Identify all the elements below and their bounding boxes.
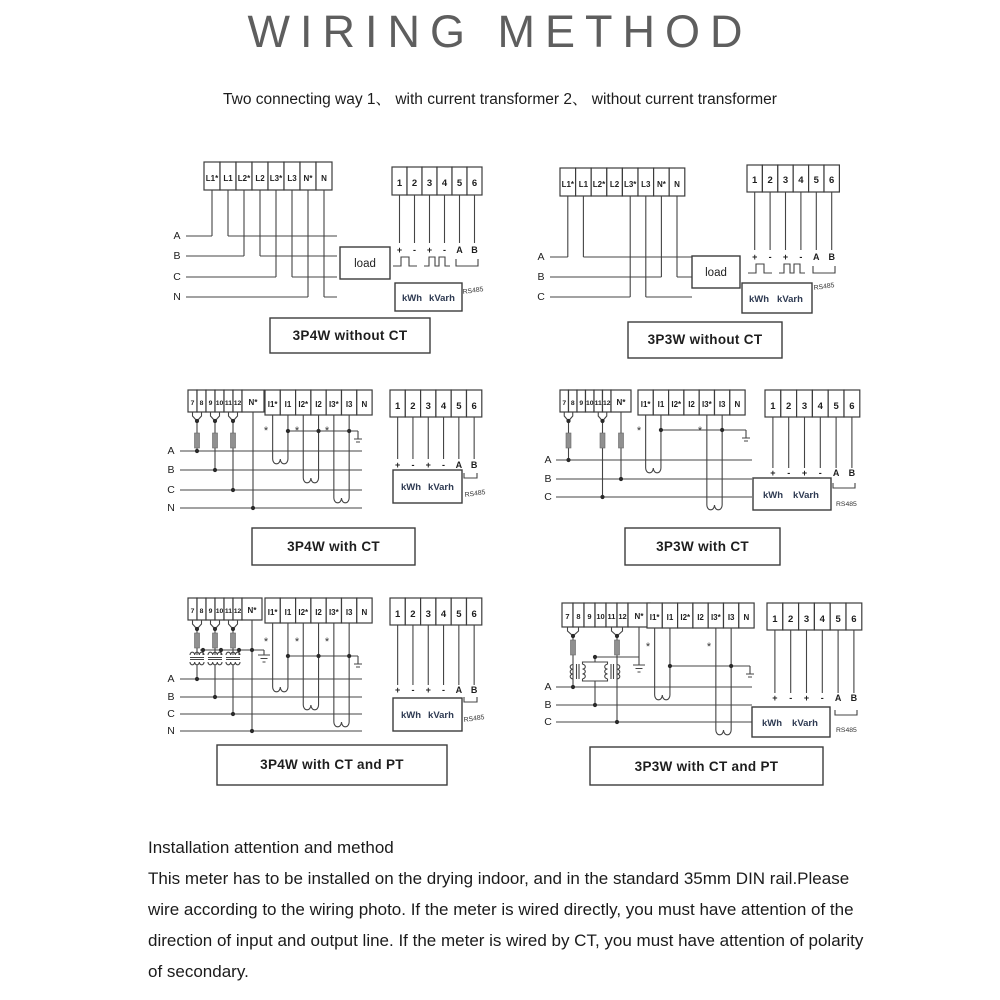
svg-text:I1: I1 <box>666 613 674 622</box>
terminal-number: 2 <box>411 178 418 189</box>
caption: 3P4W with CT and PT <box>260 757 404 772</box>
svg-text:10: 10 <box>596 612 605 621</box>
fuse <box>231 633 236 648</box>
terminal-number: 3 <box>426 178 433 189</box>
svg-text:-: - <box>799 252 803 262</box>
svg-text:5: 5 <box>456 609 462 620</box>
fuse <box>195 433 200 448</box>
svg-text:5: 5 <box>833 401 839 412</box>
signal-row <box>748 252 835 273</box>
svg-text:8: 8 <box>576 612 581 621</box>
subtitle: Two connecting way 1、 with current transformer 2、 without current transformer <box>223 91 777 108</box>
svg-text:kWh: kWh <box>400 482 422 493</box>
svg-text:I1*: I1* <box>640 400 651 409</box>
terminal-label: N <box>321 174 327 183</box>
caption: 3P4W with CT <box>287 539 380 554</box>
current-terminal-strip <box>638 390 745 415</box>
svg-text:A: A <box>455 685 463 695</box>
svg-text:12: 12 <box>618 612 627 621</box>
fuse <box>195 633 200 648</box>
svg-text:N: N <box>361 608 368 617</box>
pulse-icon <box>748 264 772 273</box>
phase-label: C <box>173 271 181 283</box>
svg-text:A: A <box>544 681 552 693</box>
svg-text:+: + <box>803 693 810 703</box>
svg-text:kWh: kWh <box>400 710 422 721</box>
svg-text:I2*: I2* <box>671 400 682 409</box>
svg-text:7: 7 <box>190 608 195 615</box>
svg-text:N*: N* <box>248 398 258 407</box>
ct-secondary-wiring <box>637 415 750 510</box>
svg-text:4: 4 <box>440 609 447 620</box>
terminal-label: L3* <box>269 174 283 183</box>
caption: 3P4W without CT <box>292 328 408 343</box>
diagram-3p4w-with-ct <box>160 380 500 575</box>
ct-voltage-terminal-strip <box>188 598 262 620</box>
diagram-3p3w-with-ct <box>540 380 870 575</box>
svg-text:1: 1 <box>395 609 401 620</box>
phase-label: N <box>173 291 181 303</box>
svg-text:L3*: L3* <box>623 180 637 189</box>
caption-box <box>270 318 430 353</box>
caption-box <box>625 528 780 565</box>
polarity-asterisk: * <box>324 636 330 648</box>
rs485-bracket <box>835 710 857 715</box>
svg-text:8: 8 <box>199 608 204 615</box>
load-label: load <box>354 258 376 270</box>
diagram-3p3w-without-ct <box>530 150 870 365</box>
svg-text:+: + <box>426 245 433 255</box>
terminal-label: L2* <box>237 174 251 183</box>
polarity-asterisk: * <box>294 636 300 648</box>
svg-text:kVarh: kVarh <box>428 710 454 721</box>
svg-text:C: C <box>167 484 175 496</box>
svg-text:2: 2 <box>767 175 773 186</box>
svg-text:A: A <box>167 445 175 457</box>
svg-text:1: 1 <box>770 401 776 412</box>
svg-text:11: 11 <box>594 400 602 407</box>
installation-body: This meter has to be installed on the drying indoor, and in the standard 35mm DIN rail.Please wire according to the wiring photo. If the meter is wired directly, you must have attention of the direction of input and output line. If the meter is wired by CT, you must have attention of polarity of secondary. <box>148 869 864 981</box>
svg-text:11: 11 <box>224 400 233 407</box>
svg-text:10: 10 <box>215 608 224 615</box>
installation-heading: Installation attention and method <box>148 838 394 857</box>
svg-text:N: N <box>167 725 175 737</box>
svg-text:N: N <box>167 502 175 514</box>
terminal-label: N* <box>303 174 313 183</box>
ct-voltage-terminal-strip <box>560 390 631 412</box>
svg-text:kVarh: kVarh <box>428 482 454 493</box>
polarity-asterisk: * <box>263 636 269 648</box>
svg-text:I1*: I1* <box>267 400 278 409</box>
svg-text:+: + <box>772 693 778 703</box>
output-terminal-strip <box>390 598 482 625</box>
svg-text:-: - <box>768 252 772 262</box>
svg-text:4: 4 <box>817 401 823 412</box>
svg-text:+: + <box>770 468 776 478</box>
svg-text:-: - <box>818 468 822 478</box>
polarity-asterisk: * <box>263 425 269 437</box>
svg-text:12: 12 <box>602 400 611 407</box>
svg-text:3: 3 <box>782 175 789 186</box>
current-terminal-strip <box>265 598 372 623</box>
svg-text:I2: I2 <box>315 400 322 409</box>
meter-output-box <box>395 283 484 311</box>
rs485-bracket <box>464 697 477 702</box>
ct-coil <box>334 498 349 503</box>
phase-label: B <box>173 250 181 262</box>
rs485-label: RS485 <box>813 282 835 292</box>
svg-text:A: A <box>544 454 552 466</box>
svg-text:I2*: I2* <box>680 613 691 622</box>
svg-text:3: 3 <box>425 401 431 412</box>
svg-text:L2*: L2* <box>592 180 606 189</box>
svg-text:-: - <box>789 693 793 703</box>
svg-text:A: A <box>537 251 545 263</box>
polarity-asterisk: * <box>294 425 300 437</box>
svg-text:B: B <box>850 693 858 703</box>
rs485-label: RS485 <box>463 714 485 724</box>
terminal-number: 4 <box>441 178 448 189</box>
svg-text:-: - <box>411 460 415 470</box>
svg-text:+: + <box>425 460 431 470</box>
terminal-number: 5 <box>456 178 463 189</box>
current-terminal-strip <box>647 603 754 628</box>
svg-text:6: 6 <box>849 401 855 412</box>
svg-text:7: 7 <box>565 612 570 621</box>
svg-text:I3*: I3* <box>701 400 712 409</box>
svg-text:load: load <box>705 267 727 279</box>
terminal-label: L1 <box>223 174 233 183</box>
svg-text:I1: I1 <box>284 400 292 409</box>
fuse-and-voltage-taps <box>564 412 623 497</box>
svg-text:-: - <box>442 460 446 470</box>
polarity-asterisk: * <box>324 425 330 437</box>
signal-row <box>395 625 478 702</box>
pt-transformer <box>208 650 222 697</box>
rs485-label: RS485 <box>836 501 857 508</box>
voltage-terminal-strip <box>204 162 332 190</box>
load-box <box>692 256 740 288</box>
svg-text:9: 9 <box>579 400 584 407</box>
svg-text:12: 12 <box>233 608 242 615</box>
svg-text:I1: I1 <box>284 608 292 617</box>
terminal-label: L2 <box>255 174 265 183</box>
ct-coil <box>655 695 670 700</box>
svg-text:B: B <box>544 699 552 711</box>
page-title: WIRING METHOD <box>247 6 753 57</box>
svg-text:11: 11 <box>607 612 616 621</box>
double-pulse-icon <box>779 264 805 273</box>
fuse-and-voltage-taps <box>193 412 254 508</box>
svg-text:kWh: kWh <box>762 490 784 501</box>
meter-output-box <box>393 470 486 503</box>
svg-text:A: A <box>832 468 840 478</box>
fuse-and-pt-network <box>568 627 646 722</box>
polarity-asterisk: * <box>636 425 642 437</box>
fuse <box>566 433 571 448</box>
rs485-bracket <box>813 266 835 273</box>
svg-text:N: N <box>743 613 750 622</box>
ct-coil <box>707 505 722 510</box>
fuse <box>571 640 576 655</box>
ct-voltage-terminal-strip <box>562 603 650 627</box>
svg-text:5: 5 <box>813 175 819 186</box>
svg-text:4: 4 <box>440 401 447 412</box>
svg-text:A: A <box>167 673 175 685</box>
svg-text:5: 5 <box>456 401 462 412</box>
voltage-terminal-strip <box>560 168 685 196</box>
svg-text:-: - <box>442 685 446 695</box>
svg-text:I3*: I3* <box>328 400 339 409</box>
output-terminal-strip <box>765 390 860 417</box>
output-terminal-strip <box>747 165 839 192</box>
installation-note <box>148 838 872 987</box>
svg-text:N*: N* <box>634 612 644 621</box>
terminal-number: 6 <box>471 178 478 189</box>
meter-output-box <box>393 698 485 731</box>
svg-text:A: A <box>456 245 463 255</box>
svg-text:I2: I2 <box>315 608 322 617</box>
caption: 3P3W without CT <box>647 332 763 347</box>
svg-text:2: 2 <box>786 401 792 412</box>
ct-coil <box>303 705 318 710</box>
svg-text:6: 6 <box>471 609 477 620</box>
fuse <box>231 433 236 448</box>
polarity-asterisk: * <box>706 641 712 653</box>
diagram-3p3w-with-ct-and-pt <box>540 585 880 795</box>
svg-text:I1: I1 <box>657 400 665 409</box>
fuse <box>213 433 218 448</box>
svg-text:1: 1 <box>395 401 401 412</box>
svg-text:-: - <box>820 693 824 703</box>
output-terminal-strip <box>767 603 862 630</box>
svg-text:10: 10 <box>215 400 224 407</box>
wiring <box>186 190 475 297</box>
svg-text:N: N <box>674 180 680 189</box>
svg-text:B: B <box>537 271 545 283</box>
svg-text:B: B <box>544 473 552 485</box>
svg-text:C: C <box>544 491 552 503</box>
rs485-bracket <box>464 473 477 478</box>
caption-box <box>590 747 823 785</box>
svg-text:11: 11 <box>224 608 233 615</box>
svg-text:2: 2 <box>788 614 794 625</box>
svg-text:-: - <box>411 685 415 695</box>
output-terminal-strip <box>392 167 482 195</box>
svg-text:1: 1 <box>772 614 778 625</box>
svg-text:N*: N* <box>247 606 257 615</box>
svg-text:-: - <box>787 468 791 478</box>
ct-coil <box>716 730 731 735</box>
signal-row <box>393 245 478 266</box>
svg-text:B: B <box>470 460 478 470</box>
svg-text:I2*: I2* <box>298 608 309 617</box>
signal-row <box>772 630 857 715</box>
svg-text:L3: L3 <box>641 180 651 189</box>
svg-text:I3*: I3* <box>328 608 339 617</box>
phase-lines <box>544 419 752 503</box>
svg-text:+: + <box>752 252 758 262</box>
svg-text:6: 6 <box>471 401 477 412</box>
load-box <box>340 247 390 279</box>
svg-text:-: - <box>413 245 416 255</box>
svg-text:I3*: I3* <box>710 613 721 622</box>
ct-voltage-terminal-strip <box>188 390 264 412</box>
svg-text:B: B <box>167 464 175 476</box>
svg-text:C: C <box>167 708 175 720</box>
svg-text:N: N <box>734 400 741 409</box>
rs485-label: RS485 <box>836 727 857 734</box>
caption-box <box>628 322 782 358</box>
svg-text:N: N <box>361 400 368 409</box>
polarity-asterisk: * <box>697 425 703 437</box>
svg-text:C: C <box>537 291 545 303</box>
kwh-label: kWh <box>401 293 423 304</box>
diagram-3p4w-without-ct <box>160 150 520 365</box>
svg-text:B: B <box>848 468 856 478</box>
svg-text:6: 6 <box>851 614 857 625</box>
svg-text:6: 6 <box>829 175 835 186</box>
svg-text:5: 5 <box>835 614 841 625</box>
ct-coil <box>334 722 349 727</box>
rs485-label: RS485 <box>464 489 486 499</box>
meter-output-box <box>742 282 835 313</box>
svg-text:A: A <box>455 460 463 470</box>
ct-coil <box>646 468 661 473</box>
caption: 3P3W with CT <box>656 539 749 554</box>
meter-output-box <box>752 707 857 737</box>
svg-text:I2*: I2* <box>298 400 309 409</box>
polarity-asterisk: * <box>645 641 651 653</box>
svg-text:8: 8 <box>199 400 204 407</box>
diagram-3p4w-with-ct-and-pt <box>160 585 500 795</box>
svg-text:C: C <box>544 716 552 728</box>
ground-icon <box>258 650 270 662</box>
svg-text:9: 9 <box>587 612 592 621</box>
svg-text:7: 7 <box>190 400 195 407</box>
svg-text:-: - <box>443 245 446 255</box>
caption-box <box>252 528 415 565</box>
ct-secondary-wiring <box>646 628 754 735</box>
svg-text:A: A <box>834 693 842 703</box>
meter-output-box <box>753 478 857 510</box>
svg-text:+: + <box>396 245 403 255</box>
svg-text:+: + <box>782 252 789 262</box>
svg-text:I1*: I1* <box>267 608 278 617</box>
svg-text:10: 10 <box>585 400 594 407</box>
fuse <box>213 633 218 648</box>
rs485-label: RS485 <box>462 286 484 296</box>
svg-text:+: + <box>801 468 808 478</box>
svg-text:2: 2 <box>410 401 416 412</box>
rs485-bracket <box>833 483 855 488</box>
caption: 3P3W with CT and PT <box>634 759 779 774</box>
terminal-label: L3 <box>287 174 297 183</box>
svg-text:L1: L1 <box>578 180 589 189</box>
svg-text:A: A <box>813 252 820 262</box>
kvarh-label: kVarh <box>429 293 455 304</box>
svg-text:4: 4 <box>798 175 804 186</box>
caption-box <box>217 745 447 785</box>
fuse <box>615 640 620 655</box>
svg-text:I2: I2 <box>697 613 704 622</box>
svg-text:9: 9 <box>208 400 213 407</box>
terminal-label: L1* <box>205 174 219 183</box>
svg-text:I2: I2 <box>688 400 695 409</box>
svg-text:B: B <box>470 685 478 695</box>
terminal-number: 1 <box>396 178 403 189</box>
double-pulse-icon <box>424 257 450 266</box>
output-terminal-strip <box>390 390 482 417</box>
svg-text:B: B <box>828 252 835 262</box>
svg-text:12: 12 <box>233 400 242 407</box>
svg-text:7: 7 <box>562 400 567 407</box>
wiring <box>550 192 832 297</box>
svg-text:N*: N* <box>656 180 666 189</box>
svg-text:kVarh: kVarh <box>777 294 803 305</box>
svg-text:I3: I3 <box>718 400 726 409</box>
svg-text:3: 3 <box>801 401 808 412</box>
svg-text:8: 8 <box>570 400 575 407</box>
svg-text:L2: L2 <box>609 180 620 189</box>
svg-text:9: 9 <box>208 608 213 615</box>
ct-coil <box>273 459 288 464</box>
svg-text:I3: I3 <box>345 608 353 617</box>
svg-text:L1*: L1* <box>561 180 575 189</box>
pt-transformer <box>226 650 240 714</box>
svg-text:kVarh: kVarh <box>793 490 819 501</box>
svg-text:4: 4 <box>819 614 825 625</box>
phase-label: A <box>173 230 181 242</box>
svg-text:N*: N* <box>616 398 626 407</box>
svg-text:kWh: kWh <box>748 294 770 305</box>
svg-text:2: 2 <box>410 609 416 620</box>
svg-text:1: 1 <box>752 175 758 186</box>
pulse-icon <box>393 257 417 266</box>
svg-text:3: 3 <box>803 614 810 625</box>
svg-text:I3: I3 <box>727 613 735 622</box>
svg-text:I3: I3 <box>345 400 353 409</box>
rs485-bracket <box>456 259 478 266</box>
svg-text:+: + <box>425 685 431 695</box>
ct-coil <box>303 478 318 483</box>
ct-secondary-wiring <box>264 623 362 727</box>
fuse <box>619 433 624 448</box>
signal-row <box>395 417 478 478</box>
svg-text:kVarh: kVarh <box>792 718 818 729</box>
svg-text:B: B <box>167 691 175 703</box>
svg-text:3: 3 <box>425 609 431 620</box>
ct-coil <box>273 687 288 692</box>
svg-text:+: + <box>395 685 401 695</box>
fuse <box>600 433 605 448</box>
svg-text:+: + <box>395 460 401 470</box>
ground-icon <box>633 665 645 672</box>
svg-text:B: B <box>471 245 478 255</box>
svg-text:I1*: I1* <box>649 613 660 622</box>
current-terminal-strip <box>265 390 372 415</box>
svg-text:kWh: kWh <box>761 718 783 729</box>
